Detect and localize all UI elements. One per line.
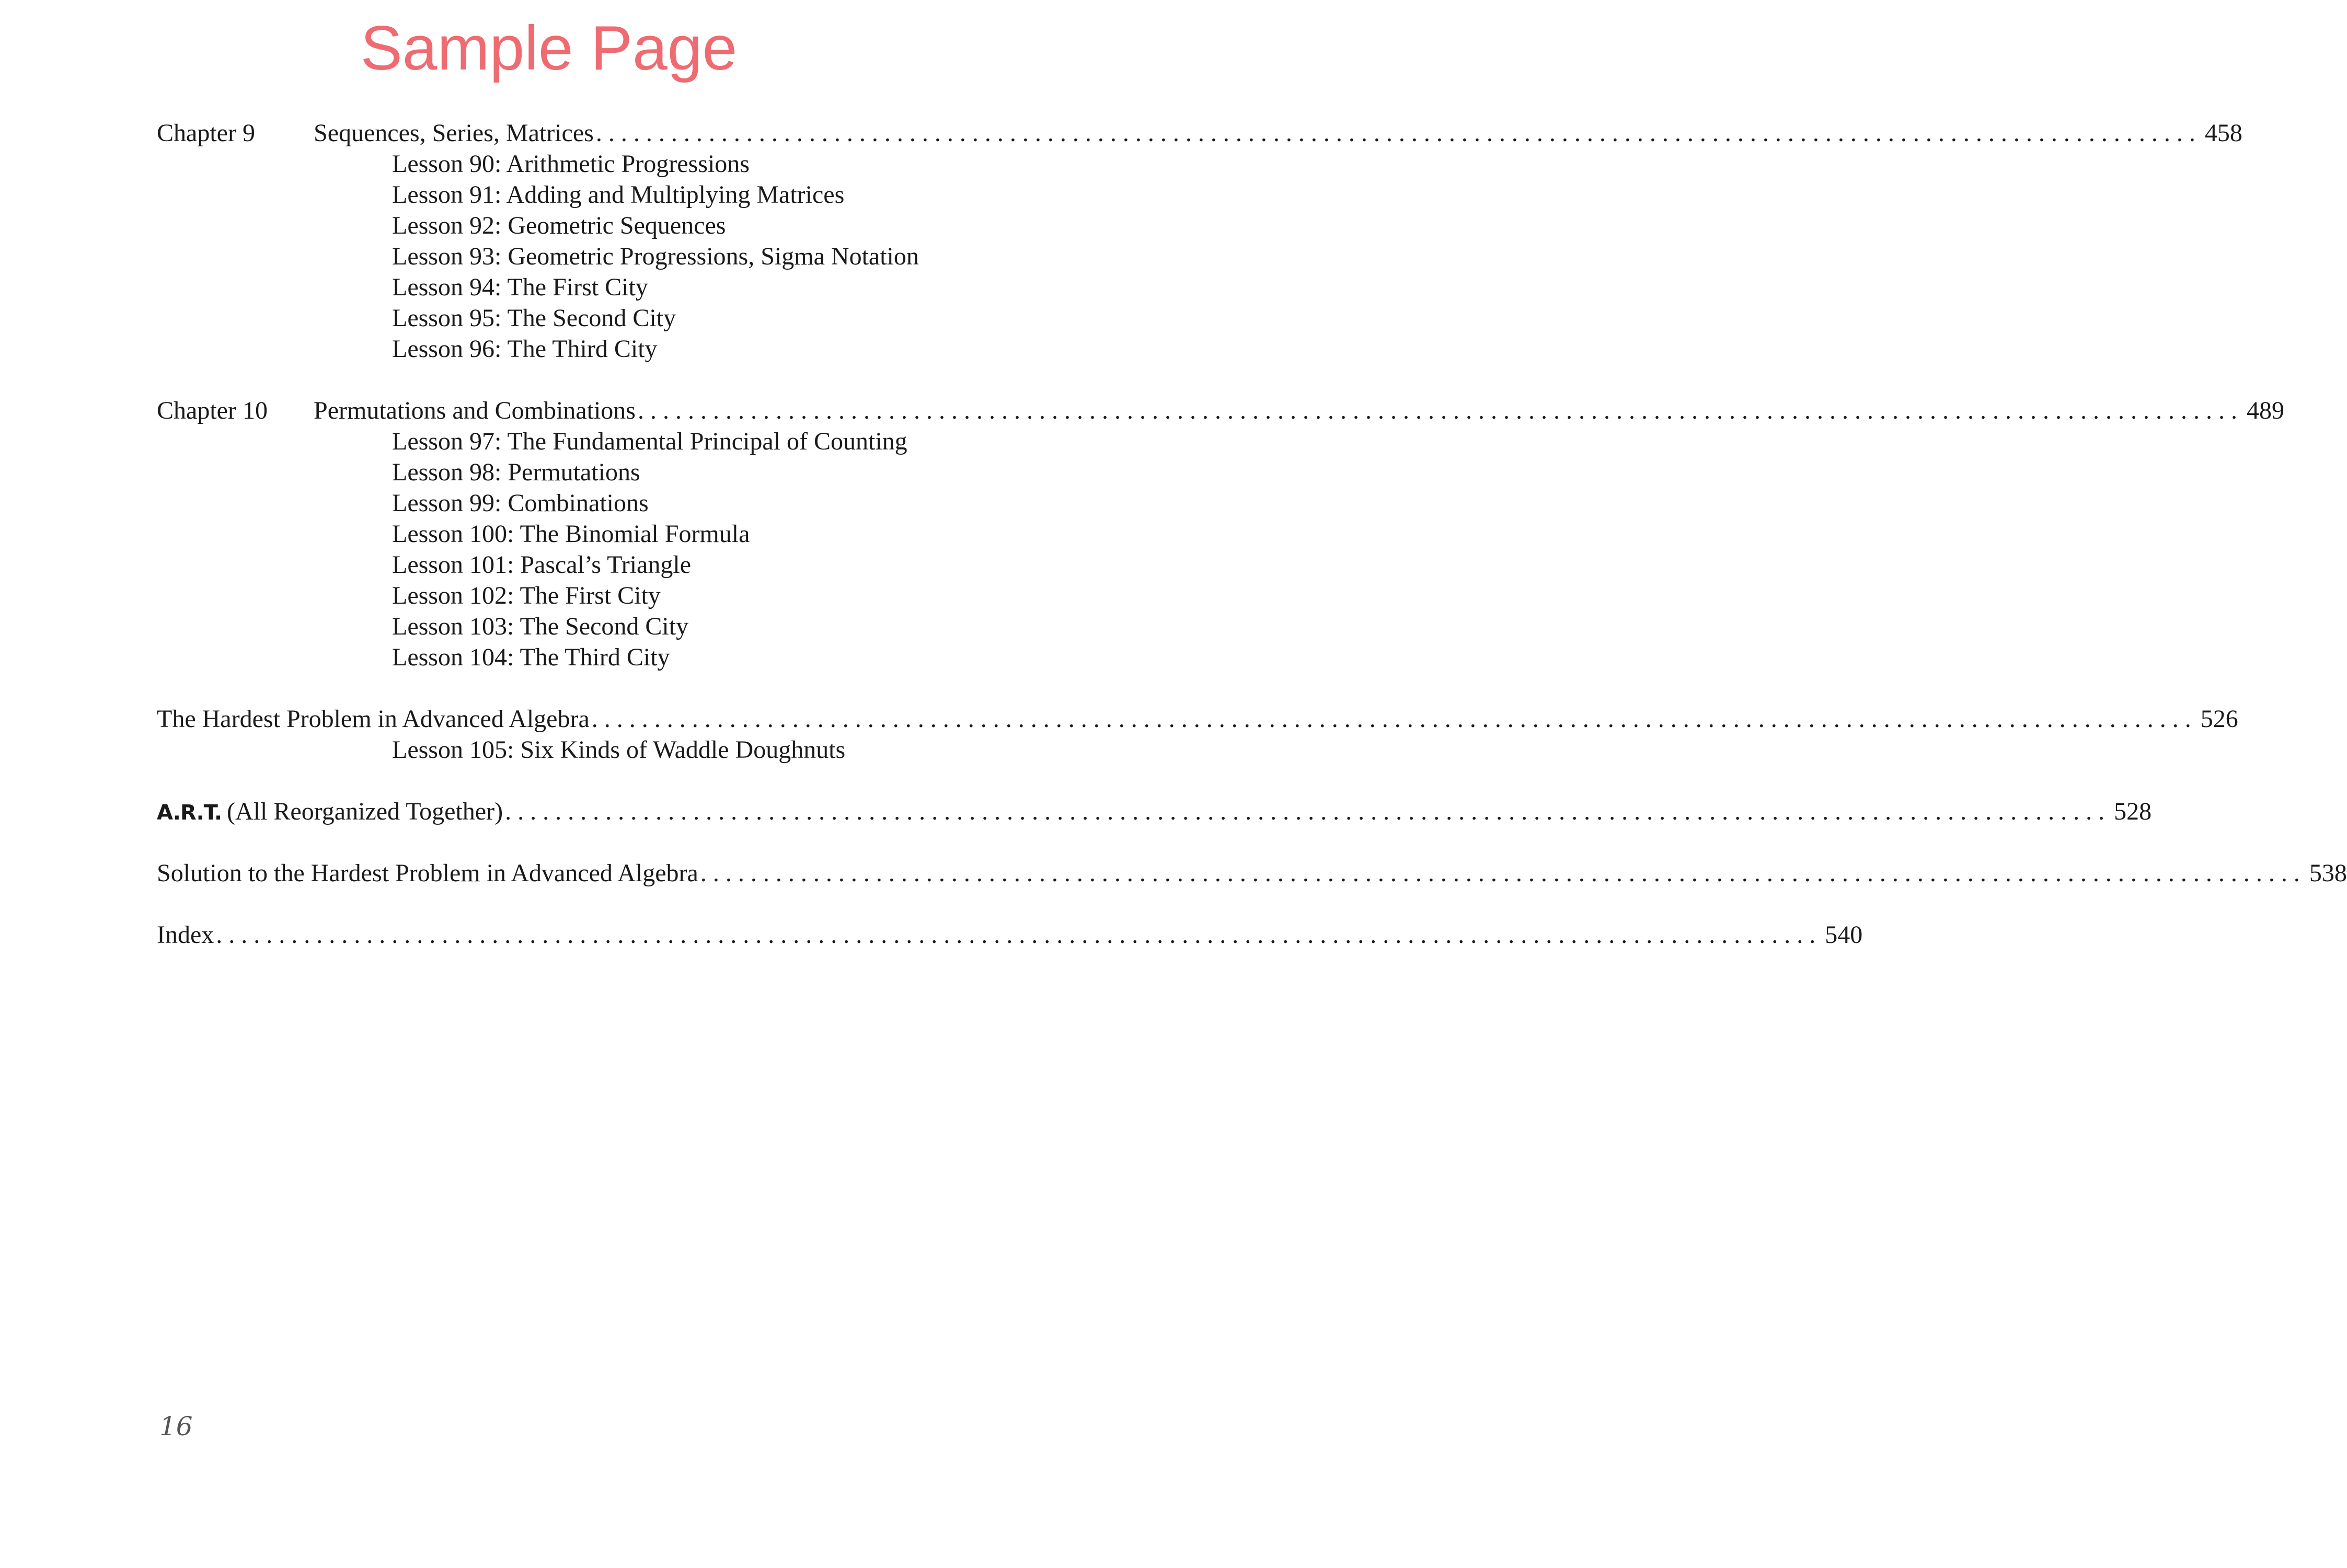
- lesson-94[interactable]: [157, 272, 941, 303]
- lesson-93[interactable]: [157, 241, 941, 272]
- spacer: [157, 827, 941, 858]
- chapter-10-title: Permutations and Combinations: [314, 397, 636, 424]
- solution-title: Solution to the Hardest Problem in Advanced Algebra: [157, 859, 698, 887]
- lesson-105[interactable]: [157, 734, 941, 765]
- lesson-title: Lesson 91: Adding and Multiplying Matrices: [392, 181, 845, 209]
- lesson-97[interactable]: [157, 426, 941, 457]
- chapter-10-entry[interactable]: [157, 395, 2284, 426]
- art-page: 528: [2114, 798, 2152, 825]
- chapter-9-entry[interactable]: [157, 118, 2242, 148]
- dot-leader: ................................................................................................................................: [591, 705, 2198, 733]
- spacer: [157, 889, 941, 919]
- dot-leader: ................................................................................................................................: [505, 798, 2111, 825]
- lesson-title: Lesson 102: The First City: [392, 582, 661, 609]
- lesson-91[interactable]: [157, 179, 941, 210]
- art-entry[interactable]: [157, 796, 2152, 827]
- index-page: 540: [1825, 921, 1863, 949]
- solution-page: 538: [2309, 859, 2347, 887]
- dot-leader: ................................................................................................................................: [637, 397, 2244, 424]
- chapter-9-label: Chapter 9: [157, 119, 255, 147]
- hardest-problem-entry[interactable]: [157, 704, 2238, 734]
- chapter-10-label: Chapter 10: [157, 397, 268, 424]
- lesson-title: Lesson 104: The Third City: [392, 643, 670, 671]
- table-of-contents: [157, 118, 2347, 950]
- lesson-title: Lesson 98: Permutations: [392, 458, 640, 486]
- lesson-101[interactable]: [157, 549, 941, 580]
- spacer: [157, 765, 941, 796]
- dot-leader: ................................................................................................................................: [700, 859, 2306, 887]
- lesson-96[interactable]: [157, 333, 941, 364]
- dot-leader: ................................................................................................................................: [216, 921, 1822, 949]
- lesson-title: Lesson 105: Six Kinds of Waddle Doughnuts: [392, 736, 846, 764]
- lesson-90[interactable]: [157, 148, 941, 179]
- lesson-title: Lesson 99: Combinations: [392, 489, 649, 517]
- art-title: (All Reorganized Together): [227, 798, 503, 825]
- hardest-problem-title: The Hardest Problem in Advanced Algebra: [157, 705, 590, 733]
- lesson-title: Lesson 93: Geometric Progressions, Sigma Notation: [392, 243, 919, 270]
- chapter-9-page: 458: [2204, 119, 2242, 147]
- lesson-92[interactable]: [157, 210, 941, 241]
- lesson-99[interactable]: [157, 488, 941, 518]
- lesson-100[interactable]: [157, 518, 941, 549]
- lesson-title: Lesson 95: The Second City: [392, 304, 676, 332]
- solution-entry[interactable]: [157, 858, 2347, 889]
- page-number: 16: [159, 1411, 193, 1442]
- lesson-title: Lesson 97: The Fundamental Principal of Counting: [392, 428, 907, 455]
- index-entry[interactable]: [157, 919, 1863, 950]
- art-abbreviation: A.R.T.: [157, 801, 222, 825]
- spacer: [157, 673, 941, 704]
- index-title: Index: [157, 921, 214, 949]
- dot-leader: ................................................................................................................................: [595, 119, 2202, 147]
- lesson-title: Lesson 96: The Third City: [392, 335, 658, 363]
- lesson-title: Lesson 94: The First City: [392, 273, 648, 301]
- lesson-title: Lesson 101: Pascal’s Triangle: [392, 551, 691, 579]
- lesson-98[interactable]: [157, 457, 941, 488]
- sample-page-watermark: Sample Page: [360, 13, 738, 83]
- lesson-103[interactable]: [157, 611, 941, 642]
- chapter-9-title: Sequences, Series, Matrices: [314, 119, 594, 147]
- lesson-title: Lesson 92: Geometric Sequences: [392, 212, 726, 239]
- spacer: [157, 364, 941, 395]
- lesson-95[interactable]: [157, 303, 941, 333]
- lesson-title: Lesson 103: The Second City: [392, 613, 689, 640]
- lesson-title: Lesson 90: Arithmetic Progressions: [392, 150, 750, 178]
- chapter-10-page: 489: [2246, 397, 2284, 424]
- lesson-102[interactable]: [157, 580, 941, 611]
- hardest-problem-page: 526: [2200, 705, 2238, 733]
- lesson-104[interactable]: [157, 642, 941, 673]
- lesson-title: Lesson 100: The Binomial Formula: [392, 520, 750, 548]
